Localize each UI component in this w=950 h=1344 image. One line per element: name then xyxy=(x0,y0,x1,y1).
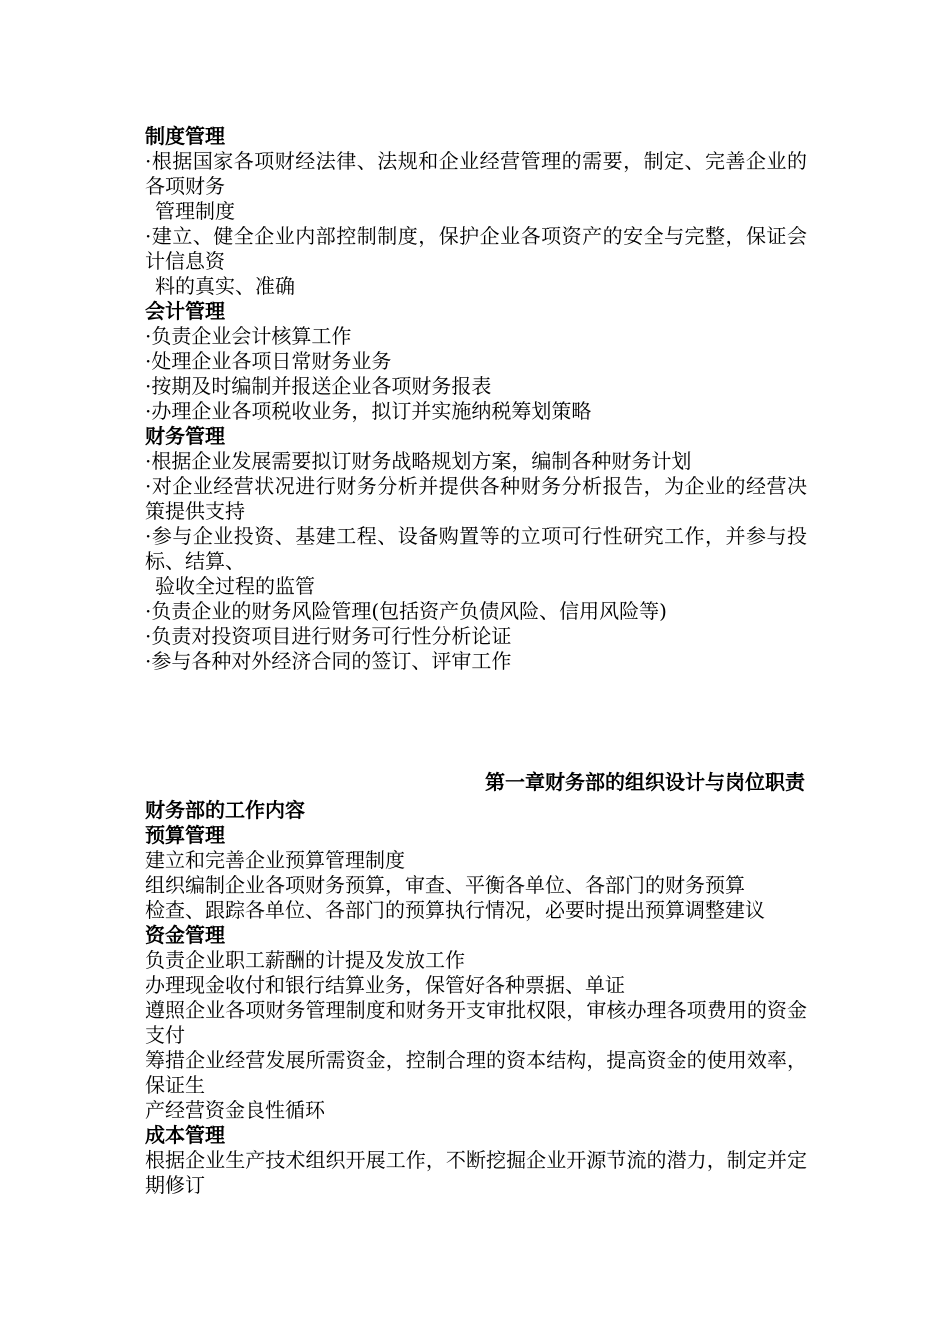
list-item: 检查、跟踪各单位、各部门的预算执行情况，必要时提出预算调整建议 xyxy=(145,898,765,922)
list-item: ·负责对投资项目进行财务可行性分析论证 xyxy=(145,624,512,648)
list-item: 办理现金收付和银行结算业务，保管好各种票据、单证 xyxy=(145,973,625,997)
heading-budget-management: 预算管理 xyxy=(145,823,225,847)
list-item: 筹措企业经营发展所需资金，控制合理的资本结构，提高资金的使用效率，保证生 xyxy=(145,1048,807,1097)
list-item-continuation: 管理制度 xyxy=(155,199,235,223)
list-item: ·根据国家各项财经法律、法规和企业经营管理的需要，制定、完善企业的各项财务 xyxy=(145,149,807,198)
list-item-continuation: 料的真实、准确 xyxy=(155,274,295,298)
list-item: ·参与企业投资、基建工程、设备购置等的立项可行性研究工作，并参与投标、结算、 xyxy=(145,524,807,573)
list-item: ·按期及时编制并报送企业各项财务报表 xyxy=(145,374,492,398)
list-item: ·办理企业各项税收业务，拟订并实施纳税筹划策略 xyxy=(145,399,592,423)
list-item: ·负责企业的财务风险管理(包括资产负债风险、信用风险等) xyxy=(145,599,667,623)
work-content-section xyxy=(145,798,807,1198)
heading-financial-management: 财务管理 xyxy=(145,424,225,448)
section-title: 财务部的工作内容 xyxy=(145,798,305,822)
list-item: 组织编制企业各项财务预算，审查、平衡各单位、各部门的财务预算 xyxy=(145,873,745,897)
list-item: 根据企业生产技术组织开展工作，不断挖掘企业开源节流的潜力，制定并定期修订 xyxy=(145,1148,807,1197)
list-item: ·负责企业会计核算工作 xyxy=(145,324,352,348)
chapter-title: 第一章财务部的组织设计与岗位职责 xyxy=(485,770,805,794)
list-item: 负责企业职工薪酬的计提及发放工作 xyxy=(145,948,465,972)
heading-accounting-management: 会计管理 xyxy=(145,299,225,323)
list-item: ·建立、健全企业内部控制制度，保护企业各项资产的安全与完整，保证会计信息资 xyxy=(145,224,807,273)
list-item: ·对企业经营状况进行财务分析并提供各种财务分析报告，为企业的经营决策提供支持 xyxy=(145,474,807,523)
list-item: ·参与各种对外经济合同的签订、评审工作 xyxy=(145,649,512,673)
list-item: 遵照企业各项财务管理制度和财务开支审批权限，审核办理各项费用的资金支付 xyxy=(145,998,807,1047)
list-item-continuation: 验收全过程的监管 xyxy=(155,574,315,598)
list-item: ·根据企业发展需要拟订财务战略规划方案，编制各种财务计划 xyxy=(145,449,692,473)
list-item-continuation: 产经营资金良性循环 xyxy=(145,1098,325,1122)
heading-system-management: 制度管理 xyxy=(145,124,225,148)
heading-cost-management: 成本管理 xyxy=(145,1123,225,1147)
list-item: 建立和完善企业预算管理制度 xyxy=(145,848,405,872)
list-item: ·处理企业各项日常财务业务 xyxy=(145,349,392,373)
heading-funds-management: 资金管理 xyxy=(145,923,225,947)
duties-section xyxy=(145,124,807,674)
